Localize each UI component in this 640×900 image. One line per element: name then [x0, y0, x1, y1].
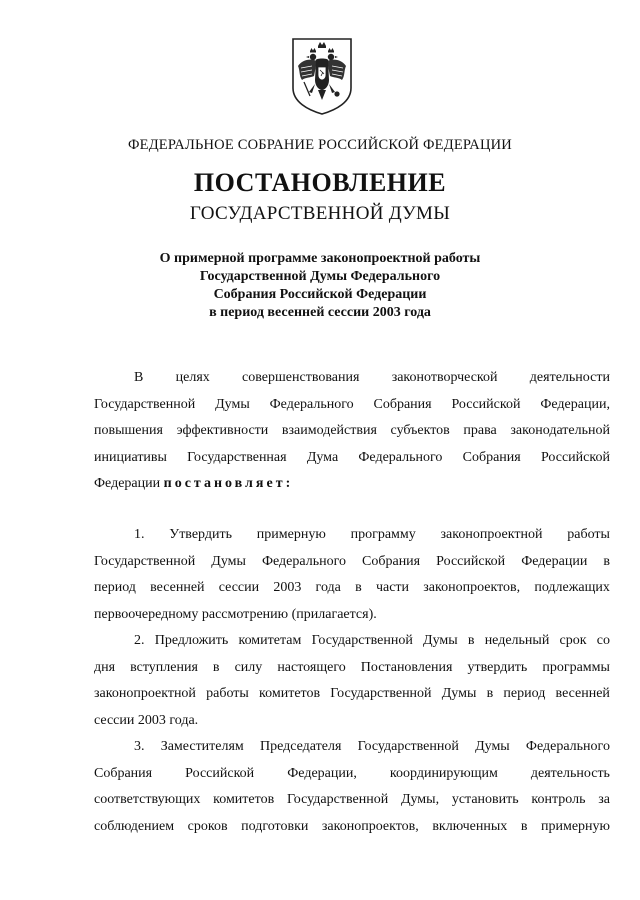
text-line: [94, 761, 610, 788]
word: Собрания: [362, 553, 421, 569]
word: в: [520, 818, 528, 834]
word: инициативы: [94, 449, 167, 465]
word: со: [596, 633, 610, 648]
word: 2003: [273, 580, 302, 595]
subject-line: Собрания Российской Федерации: [213, 287, 427, 302]
word: Российской: [451, 396, 521, 412]
word: 3.: [134, 739, 145, 754]
word: сессии: [218, 580, 260, 595]
text-line: [94, 734, 610, 761]
document-type-title: ПОСТАНОВЛЕНИЕ: [193, 168, 447, 197]
word: Федерации,: [540, 396, 610, 412]
text-line: [94, 655, 610, 682]
word: срок: [559, 633, 587, 648]
word: Государственной: [311, 633, 413, 648]
text-line: [94, 549, 610, 576]
word: комитетам: [238, 633, 302, 648]
item-paragraph-1: [94, 522, 610, 628]
word: сроков: [187, 818, 228, 834]
word: Думы: [211, 553, 246, 569]
word: соответствующих: [94, 792, 201, 807]
word: Государственной: [94, 396, 196, 412]
word: взаимодействия: [281, 423, 377, 438]
resolves-phrase: постановляет:: [163, 476, 294, 491]
word: в: [212, 659, 220, 675]
word: деятельности: [529, 370, 610, 385]
word: Государственной: [286, 792, 389, 807]
word: комитетов: [213, 792, 275, 807]
word: Председателя: [260, 739, 342, 754]
word: весенней: [150, 580, 205, 595]
word: период: [94, 580, 136, 595]
text-line: [94, 787, 610, 814]
word: законопроектной: [94, 686, 196, 701]
word: повышения: [94, 423, 163, 438]
word: Российской: [185, 765, 255, 781]
text-line: [94, 575, 610, 602]
text-line: [94, 522, 610, 549]
word: программы: [542, 659, 610, 675]
word: Дума: [306, 449, 339, 465]
word: Федерации,: [287, 765, 357, 781]
word: Федерации: [521, 553, 588, 569]
word: Федерального: [269, 396, 354, 412]
word: Государственной: [94, 553, 196, 569]
word: в: [355, 580, 362, 595]
word: законопроектов,: [321, 818, 419, 834]
text-line: [94, 628, 610, 655]
organization-line: ФЕДЕРАЛЬНОЕ СОБРАНИЕ РОССИЙСКОЙ ФЕДЕРАЦИИ: [128, 137, 512, 153]
word: настоящего: [277, 659, 346, 675]
word: вступления: [130, 659, 198, 675]
word: примерную: [256, 527, 326, 542]
word: 1.: [134, 527, 145, 542]
word: Думы: [475, 739, 510, 754]
word: Федерального: [358, 449, 443, 465]
word: Думы,: [400, 792, 440, 807]
document-subject: [0, 250, 640, 322]
word: работы: [567, 527, 610, 542]
word: законотворческой: [391, 370, 498, 385]
word: включенных: [432, 818, 508, 834]
word: Государственной: [357, 739, 459, 754]
word: В: [134, 370, 144, 385]
word: в: [486, 686, 494, 701]
document-issuer-title: ГОСУДАРСТВЕННОЙ ДУМЫ: [189, 203, 451, 224]
word: субъектов: [390, 423, 450, 438]
text-line: [94, 392, 610, 419]
word: Собрания: [94, 765, 153, 781]
subject-line: в период весенней сессии 2003 года: [209, 305, 431, 320]
word: Российской: [436, 553, 506, 569]
text-line: [94, 814, 610, 841]
text-line: первоочередному рассмотрению (прилагается).: [94, 606, 377, 622]
text-line: [94, 365, 610, 392]
text-line: [94, 681, 610, 708]
word: Думы: [423, 633, 458, 648]
word: Российской: [540, 449, 610, 465]
item-paragraph-2: [94, 628, 610, 734]
word: Государственная: [187, 449, 287, 465]
word: эффективности: [176, 423, 269, 438]
word: соблюдением: [94, 818, 175, 834]
word: Думы: [441, 686, 477, 701]
word: Постановления: [360, 659, 453, 675]
word: в: [603, 553, 610, 569]
word: года: [315, 580, 341, 595]
word: за: [598, 792, 610, 807]
text-line: [94, 445, 610, 472]
word: 2.: [134, 633, 145, 648]
word: программу: [350, 527, 416, 542]
subject-line: О примерной программе законопроектной работы: [159, 251, 481, 266]
text-line: сессии 2003 года.: [94, 712, 199, 728]
word: силу: [234, 659, 263, 675]
text-fragment: Федерации: [94, 476, 161, 491]
word: Собрания: [462, 449, 521, 465]
word: права: [463, 423, 497, 438]
word: Думы: [215, 396, 250, 412]
state-emblem-icon: [290, 36, 354, 116]
word: Заместителям: [160, 739, 244, 754]
word: Федерального: [261, 553, 346, 569]
word: подлежащих: [534, 580, 610, 595]
word: законопроектов,: [423, 580, 521, 595]
word: целях: [175, 370, 210, 385]
word: подготовки: [241, 818, 309, 834]
word: Предложить: [154, 633, 229, 648]
text-line: [94, 471, 610, 498]
word: деятельность: [530, 765, 610, 781]
word: совершенствования: [242, 370, 360, 385]
word: Федерального: [525, 739, 610, 754]
word: период: [503, 686, 546, 701]
word: дня: [94, 659, 116, 675]
word: Утвердить: [169, 527, 232, 542]
word: контроль: [531, 792, 586, 807]
word: в: [467, 633, 475, 648]
word: законопроектной: [440, 527, 543, 542]
word: Государственной: [330, 686, 432, 701]
word: утвердить: [467, 659, 528, 675]
subject-line: Государственной Думы Федерального: [199, 269, 441, 284]
item-paragraph-3: [94, 734, 610, 840]
text-line: [94, 418, 610, 445]
word: примерную: [540, 818, 610, 834]
word: работы: [206, 686, 249, 701]
word: весенней: [555, 686, 610, 701]
word: координирующим: [389, 765, 498, 781]
word: Собрания: [373, 396, 432, 412]
word: комитетов: [259, 686, 321, 701]
word: законодательной: [510, 423, 610, 438]
word: установить: [451, 792, 519, 807]
word: части: [375, 580, 410, 595]
preamble-paragraph: [94, 365, 610, 498]
word: недельный: [484, 633, 550, 648]
